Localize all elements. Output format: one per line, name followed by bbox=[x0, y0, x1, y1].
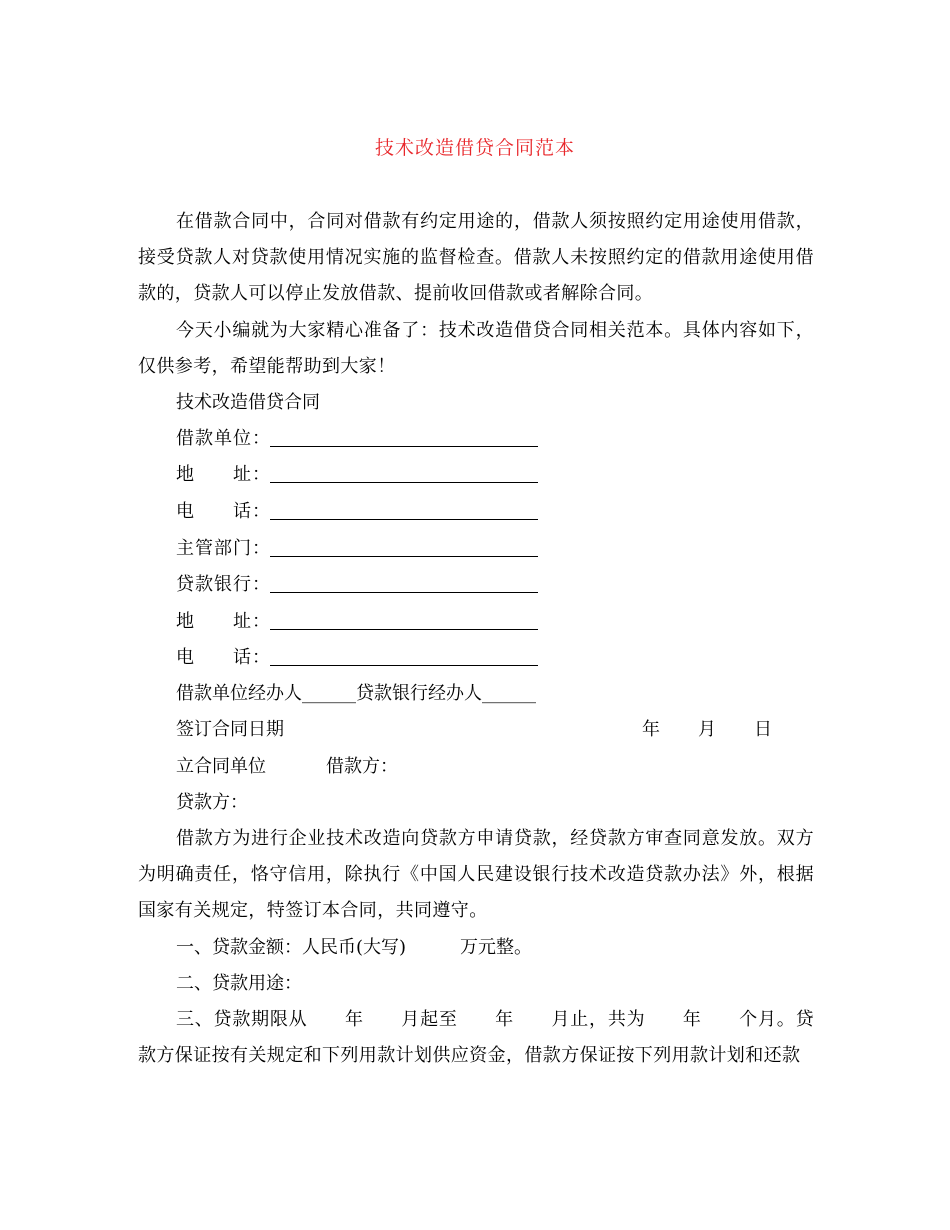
field-borrower-phone bbox=[176, 494, 538, 530]
sign-date-label: 签订合同日期 bbox=[176, 719, 284, 740]
borrower-label: 借款方： bbox=[326, 756, 398, 777]
lender-label: 贷款方： bbox=[176, 792, 248, 813]
field-lender-phone bbox=[176, 640, 538, 676]
parties-line bbox=[176, 749, 576, 785]
field-label: 借款单位： bbox=[176, 428, 270, 449]
sign-date-month: 月 bbox=[698, 719, 716, 740]
fill-blank[interactable] bbox=[270, 572, 538, 593]
fill-blank[interactable] bbox=[270, 645, 538, 666]
sign-date-year: 年 bbox=[642, 719, 660, 740]
fill-blank[interactable] bbox=[270, 499, 538, 520]
fill-blank[interactable] bbox=[270, 609, 538, 630]
field-borrower-unit bbox=[176, 421, 538, 457]
field-label: 主管部门： bbox=[176, 538, 270, 559]
field-label: 地 址： bbox=[176, 464, 270, 485]
clause-loan-term: 三、贷款期限从 年 月起至 年 月止，共为 年 个月。贷款方保证按有关规定和下列用款计划供应资金，借款方保证按下列用款计划和还款 bbox=[138, 1009, 814, 1066]
fill-blank[interactable] bbox=[270, 426, 538, 447]
document-title: 技术改造借贷合同范本 bbox=[374, 137, 575, 159]
body-paragraph-1: 借款方为进行企业技术改造向贷款方申请贷款，经贷款方审查同意发放。双方为明确责任，恪守信用，除执行《中国人民建设银行技术改造贷款办法》外，根据国家有关规定，特签订本合同，共同遵守。 bbox=[138, 828, 814, 921]
sign-date-line bbox=[176, 712, 776, 748]
field-lender-address bbox=[176, 604, 538, 640]
field-lender-bank bbox=[176, 567, 538, 603]
sign-date-day: 日 bbox=[754, 719, 772, 740]
agents-line: 借款单位经办人______贷款银行经办人______ bbox=[176, 683, 536, 704]
clause-loan-purpose: 二、贷款用途： bbox=[176, 973, 302, 994]
field-borrower-address bbox=[176, 457, 538, 493]
intro-paragraph-1: 在借款合同中，合同对借款有约定用途的，借款人须按照约定用途使用借款，接受贷款人对贷款使用情况实施的监督检查。借款人未按照约定的借款用途使用借款的，贷款人可以停止发放借款、提前收回借款或者解除合同。 bbox=[138, 211, 814, 304]
field-label: 贷款银行： bbox=[176, 574, 270, 595]
fill-blank[interactable] bbox=[270, 536, 538, 557]
parties-label: 立合同单位 bbox=[176, 756, 266, 777]
field-label: 地 址： bbox=[176, 611, 270, 632]
fill-blank[interactable] bbox=[270, 462, 538, 483]
field-supervisor-dept bbox=[176, 531, 538, 567]
intro-paragraph-2: 今天小编就为大家精心准备了：技术改造借贷合同相关范本。具体内容如下，仅供参考，希望能帮助到大家！ bbox=[138, 320, 814, 377]
field-label: 电 话： bbox=[176, 501, 270, 522]
field-label: 电 话： bbox=[176, 647, 270, 668]
clause-loan-amount: 一、贷款金额：人民币(大写) 万元整。 bbox=[176, 937, 533, 958]
contract-heading: 技术改造借贷合同 bbox=[176, 392, 320, 413]
